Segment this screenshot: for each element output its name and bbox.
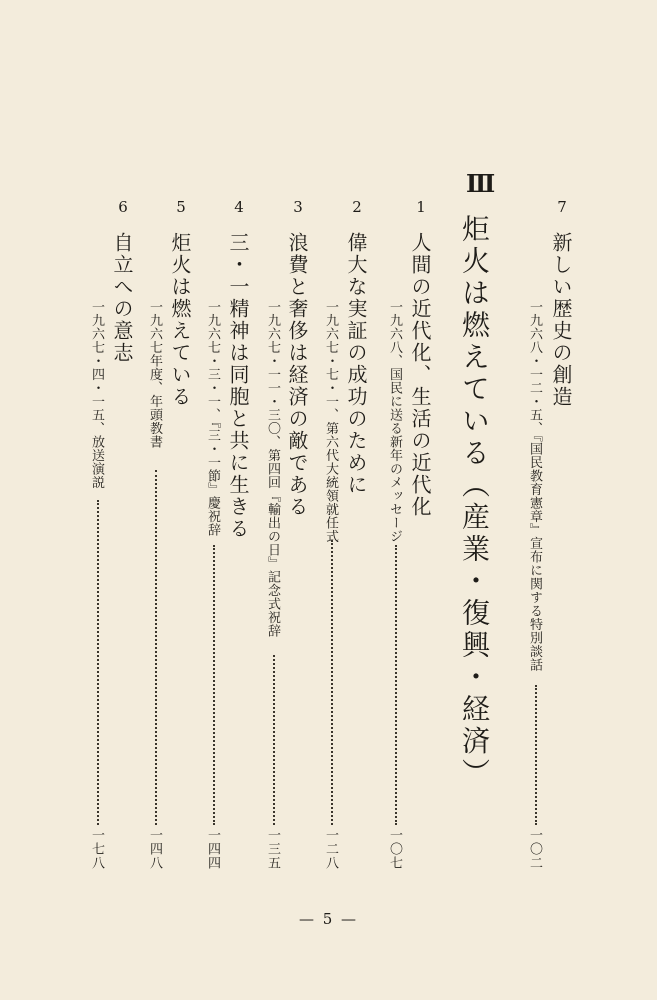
entry-page: 一〇二	[527, 828, 542, 870]
leader-dots	[273, 655, 275, 825]
leader-dots	[395, 545, 397, 825]
entry-title: 自立への意志	[110, 232, 134, 364]
entry-title: 人間の近代化、生活の近代化	[408, 232, 432, 518]
leader-dots	[331, 540, 333, 825]
entry-number: 6	[118, 198, 128, 216]
entry-number: 7	[557, 198, 567, 216]
entry-page: 一四四	[205, 828, 220, 870]
entry-title: 浪費と奢侈は経済の敵である	[285, 232, 309, 518]
leader-dots	[213, 545, 215, 825]
entry-number: 3	[293, 198, 303, 216]
entry-page: 一二八	[323, 828, 338, 870]
entry-detail: 一九六七・三・一、『三・一節』慶祝辞	[205, 300, 220, 537]
entry-number: 2	[352, 198, 362, 216]
entry-detail: 一九六七年度、年頭教書	[147, 300, 162, 449]
entry-detail: 一九六七・七・一、第六代大統領就任式	[323, 300, 338, 543]
entry-number: 5	[176, 198, 186, 216]
section-number: Ⅲ	[466, 169, 496, 198]
entry-page: 一四八	[147, 828, 162, 870]
entry-page: 一三五	[265, 828, 280, 870]
entry-detail: 一九六八、国民に送る新年のメッセージ	[387, 300, 402, 543]
leader-dots	[155, 470, 157, 825]
entry-title: 三・一精神は同胞と共に生きる	[226, 232, 250, 540]
entry-detail: 一九六七・四・一五、放送演説	[89, 300, 104, 489]
page-number: — 5 —	[298, 910, 359, 928]
leader-dots	[535, 685, 537, 825]
entry-detail: 一九六七・一一・三〇、第四回『輸出の日』記念式祝辞	[265, 300, 280, 638]
entry-title: 新しい歴史の創造	[549, 232, 573, 408]
entry-detail: 一九六八・一二・五、『国民教育憲章』宣布に関する特別談話	[527, 300, 542, 672]
leader-dots	[97, 500, 99, 825]
entry-number: 1	[416, 198, 426, 216]
entry-title: 偉大な実証の成功のために	[344, 232, 368, 496]
entry-number: 4	[234, 198, 244, 216]
entry-page: 一七八	[89, 828, 104, 870]
entry-page: 一〇七	[387, 828, 402, 870]
entry-title: 炬火は燃えている	[168, 232, 192, 408]
section-title: 炬火は燃えている（産業・復興・経済）	[458, 214, 491, 790]
